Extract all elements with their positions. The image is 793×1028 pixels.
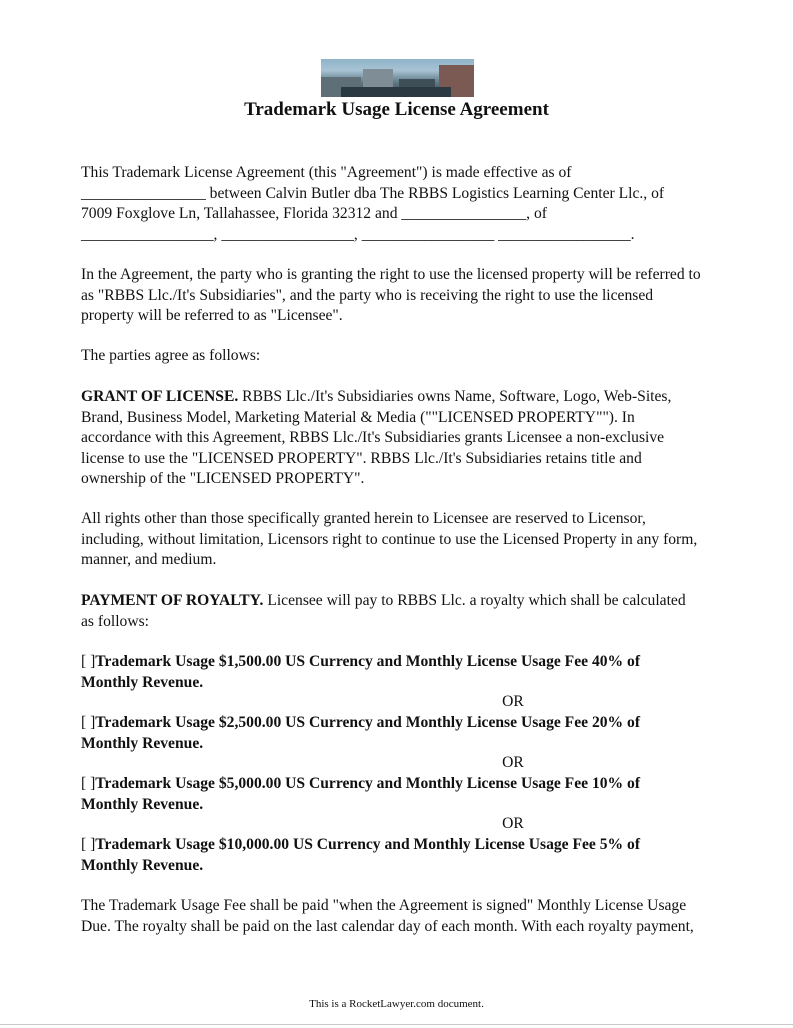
grant-heading: GRANT OF LICENSE. — [81, 388, 239, 405]
royalty-first-line — [81, 591, 686, 612]
intro-line: _________________, _________________, _________________ _________________. — [81, 225, 635, 243]
option-checkbox[interactable]: [ ] — [81, 714, 96, 731]
grant-first-line-text: RBBS Llc./It's Subsidiaries owns Name, Software, Logo, Web-Sites, — [238, 388, 672, 405]
royalty-first-line-text: Licensee will pay to RBBS Llc. a royalty which shall be calculated — [263, 592, 686, 609]
parties-line: In the Agreement, the party who is granting the right to use the licensed property will be referred to — [81, 266, 701, 283]
page-footer: This is a RocketLawyer.com document. — [309, 998, 484, 1010]
parties-line: property will be referred to as "Licensee". — [81, 307, 343, 324]
royalty-option[interactable] — [81, 713, 640, 734]
option-text: Monthly Revenue. — [81, 856, 204, 874]
option-checkbox[interactable]: [ ] — [81, 775, 96, 792]
option-text: Trademark Usage $10,000.00 US Currency and Monthly License Usage Fee 5% of — [95, 836, 641, 853]
agree-line: The parties agree as follows: — [81, 347, 261, 364]
option-text: Monthly Revenue. — [81, 795, 204, 813]
or-separator: OR — [502, 815, 524, 832]
page-title: Trademark Usage License Agreement — [244, 99, 549, 120]
royalty-heading: PAYMENT OF ROYALTY. — [81, 592, 264, 609]
rights-line: including, without limitation, Licensors right to continue to use the Licensed Property in any form, — [81, 530, 698, 548]
or-separator: OR — [502, 693, 524, 710]
parties-line: as "RBBS Llc./It's Subsidiaries", and the party who is receiving the right to use the licensed — [81, 286, 654, 304]
building-photo-icon — [321, 59, 474, 97]
grant-line: Brand, Business Model, Marketing Material & Media (""LICENSED PROPERTY""). In — [81, 408, 635, 426]
option-checkbox[interactable]: [ ] — [81, 836, 96, 853]
intro-line: ________________ between Calvin Butler dba The RBBS Logistics Learning Center Llc., of — [81, 184, 665, 202]
grant-line: license to use the "LICENSED PROPERTY". RBBS Llc./It's Subsidiaries retains title and — [81, 449, 642, 467]
option-checkbox[interactable]: [ ] — [81, 653, 96, 670]
option-text: Trademark Usage $1,500.00 US Currency and Monthly License Usage Fee 40% of — [95, 653, 641, 670]
grant-first-line — [81, 387, 671, 408]
intro-line: 7009 Foxglove Ln, Tallahassee, Florida 32312 and ________________, of — [81, 205, 547, 222]
grant-line: accordance with this Agreement, RBBS Llc./It's Subsidiaries grants Licensee a non-exclusive — [81, 429, 665, 446]
grant-line: ownership of the "LICENSED PROPERTY". — [81, 470, 365, 487]
option-text: Monthly Revenue. — [81, 673, 204, 691]
royalty-option[interactable] — [81, 774, 640, 795]
option-text: Monthly Revenue. — [81, 734, 204, 752]
royalty-option[interactable] — [81, 652, 640, 673]
rights-line: manner, and medium. — [81, 551, 217, 568]
fee-line: Due. The royalty shall be paid on the last calendar day of each month. With each royalty payment, — [81, 917, 694, 935]
or-separator: OR — [502, 754, 524, 771]
royalty-option[interactable] — [81, 835, 640, 856]
fee-line: The Trademark Usage Fee shall be paid "when the Agreement is signed" Monthly License Usage — [81, 897, 687, 914]
royalty-line: as follows: — [81, 612, 150, 630]
option-text: Trademark Usage $2,500.00 US Currency and Monthly License Usage Fee 20% of — [95, 714, 641, 731]
page-divider — [0, 1024, 793, 1025]
option-text: Trademark Usage $5,000.00 US Currency and Monthly License Usage Fee 10% of — [95, 775, 641, 792]
intro-line: This Trademark License Agreement (this "Agreement") is made effective as of — [81, 164, 572, 181]
rights-line: All rights other than those specifically granted herein to Licensee are reserved to Licensor, — [81, 510, 646, 527]
